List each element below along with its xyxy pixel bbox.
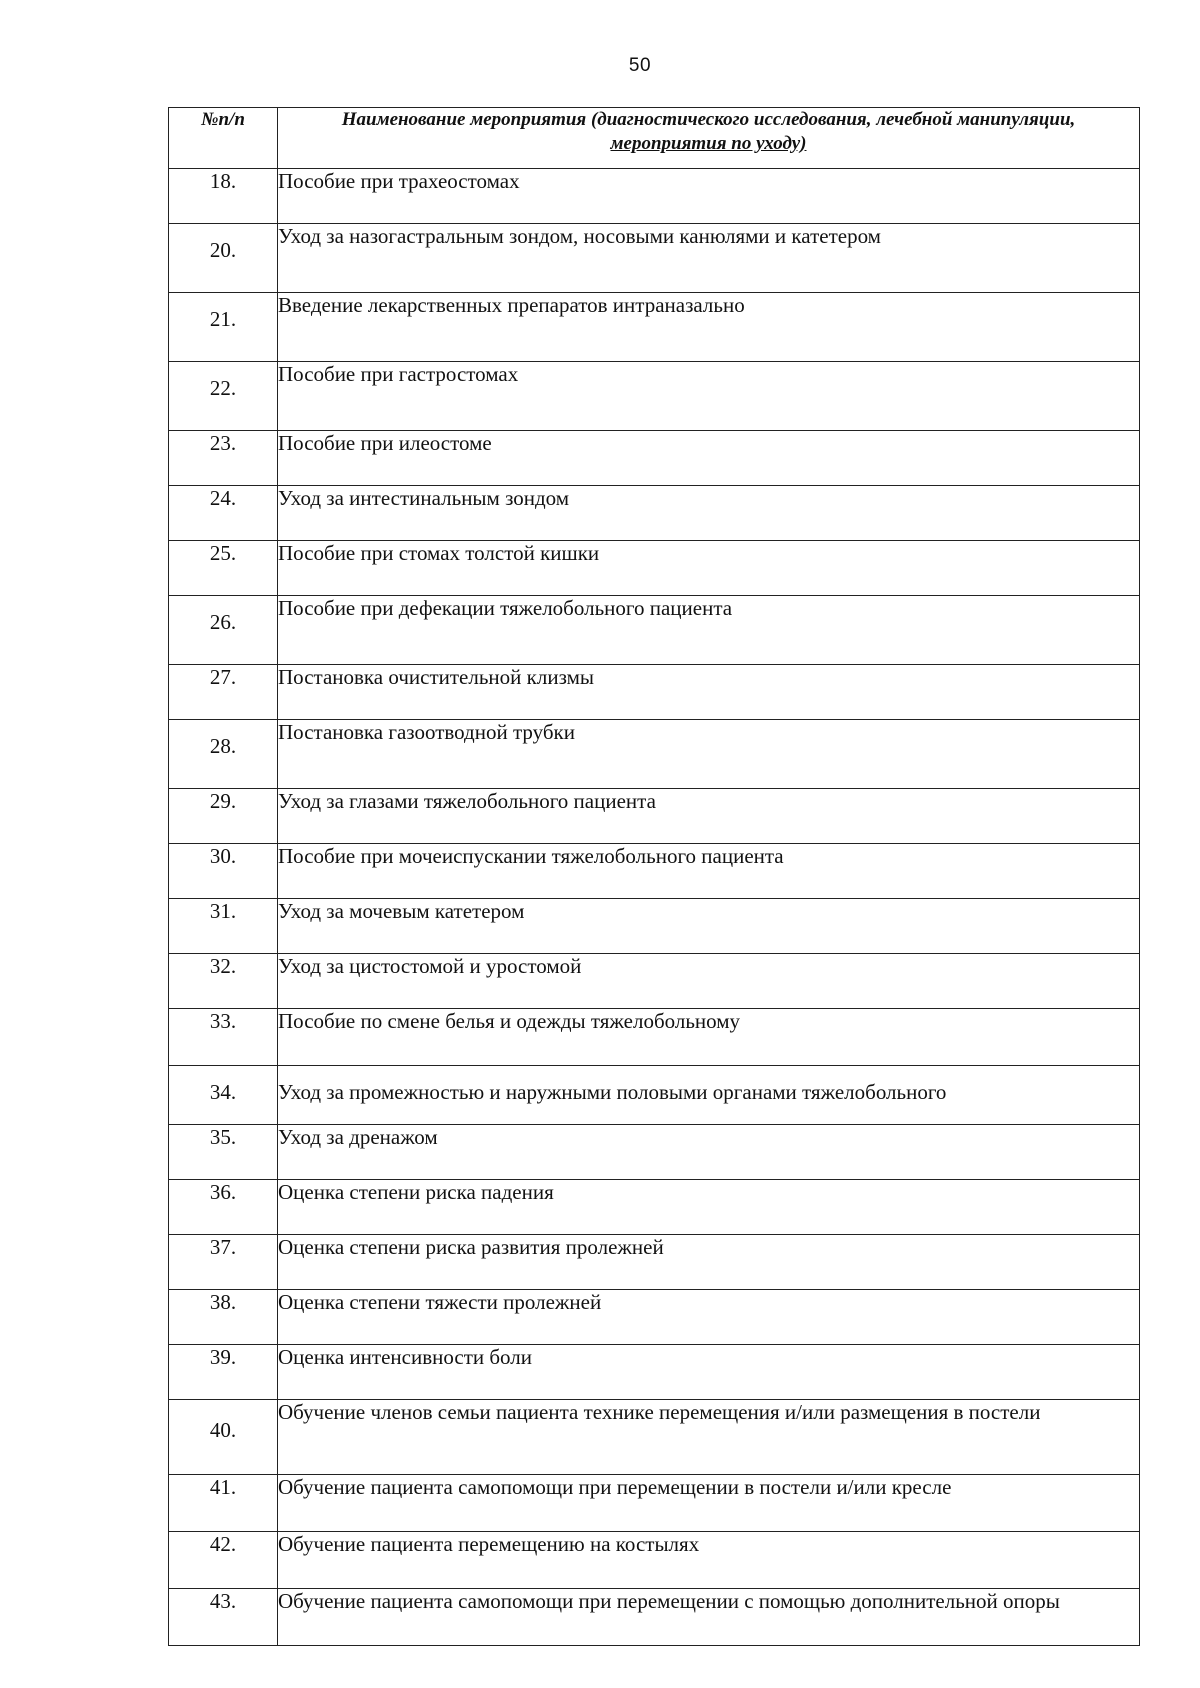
row-number: 23. [169, 431, 278, 486]
table-row [169, 789, 1140, 844]
row-number: 43. [169, 1589, 278, 1646]
table-header-row [169, 108, 1140, 169]
row-number: 30. [169, 844, 278, 899]
row-name: Пособие при мочеиспускании тяжелобольного пациента [278, 844, 1140, 899]
row-number: 29. [169, 789, 278, 844]
row-name: Пособие при трахеостомах [278, 169, 1140, 224]
table-row [169, 169, 1140, 224]
table-row [169, 1400, 1140, 1475]
header-name-line2: мероприятия по уходу) [610, 133, 807, 154]
row-number: 27. [169, 665, 278, 720]
row-name: Оценка интенсивности боли [278, 1345, 1140, 1400]
table-row [169, 720, 1140, 789]
row-name: Оценка степени риска падения [278, 1180, 1140, 1235]
row-name: Уход за дренажом [278, 1125, 1140, 1180]
row-name: Введение лекарственных препаратов интраназально [278, 293, 1140, 362]
row-number: 32. [169, 954, 278, 1009]
header-number: №п/п [169, 108, 278, 169]
table-row [169, 1475, 1140, 1532]
procedures-table [168, 107, 1140, 1646]
table-row [169, 1125, 1140, 1180]
row-number: 31. [169, 899, 278, 954]
row-number: 36. [169, 1180, 278, 1235]
row-number: 40. [169, 1400, 278, 1475]
table-row [169, 431, 1140, 486]
table-row [169, 1235, 1140, 1290]
header-name [278, 108, 1140, 169]
row-number: 24. [169, 486, 278, 541]
row-number: 21. [169, 293, 278, 362]
table-row [169, 1532, 1140, 1589]
row-name: Оценка степени риска развития пролежней [278, 1235, 1140, 1290]
header-name-line1: Наименование мероприятия (диагностического исследования, лечебной манипуляции, [341, 109, 1076, 130]
table-row [169, 1009, 1140, 1066]
row-number: 38. [169, 1290, 278, 1345]
row-number: 33. [169, 1009, 278, 1066]
row-name: Оценка степени тяжести пролежней [278, 1290, 1140, 1345]
table-row [169, 665, 1140, 720]
table-row [169, 486, 1140, 541]
table-row [169, 596, 1140, 665]
row-number: 35. [169, 1125, 278, 1180]
row-number: 20. [169, 224, 278, 293]
row-number: 37. [169, 1235, 278, 1290]
row-number: 18. [169, 169, 278, 224]
row-number: 42. [169, 1532, 278, 1589]
row-name: Пособие по смене белья и одежды тяжелобольному [278, 1009, 1140, 1066]
row-number: 26. [169, 596, 278, 665]
row-name: Уход за интестинальным зондом [278, 486, 1140, 541]
row-name: Постановка очистительной клизмы [278, 665, 1140, 720]
page-number: 50 [628, 55, 652, 76]
row-name: Обучение пациента самопомощи при перемещении в постели и/или кресле [278, 1475, 1140, 1532]
table-row [169, 362, 1140, 431]
table-row [169, 844, 1140, 899]
row-number: 22. [169, 362, 278, 431]
table-row [169, 1589, 1140, 1646]
row-number: 39. [169, 1345, 278, 1400]
row-name: Постановка газоотводной трубки [278, 720, 1140, 789]
row-name: Уход за цистостомой и уростомой [278, 954, 1140, 1009]
row-number: 34. [169, 1066, 278, 1125]
row-name: Пособие при дефекации тяжелобольного пациента [278, 596, 1140, 665]
row-name: Обучение пациента перемещению на костылях [278, 1532, 1140, 1589]
row-name: Пособие при илеостоме [278, 431, 1140, 486]
row-number: 28. [169, 720, 278, 789]
row-name: Уход за назогастральным зондом, носовыми канюлями и катетером [278, 224, 1140, 293]
table-row [169, 224, 1140, 293]
row-name: Пособие при гастростомах [278, 362, 1140, 431]
table-row [169, 954, 1140, 1009]
row-number: 25. [169, 541, 278, 596]
row-name: Обучение пациента самопомощи при перемещении с помощью дополнительной опоры [278, 1589, 1140, 1646]
row-number: 41. [169, 1475, 278, 1532]
table-row [169, 1345, 1140, 1400]
row-name: Пособие при стомах толстой кишки [278, 541, 1140, 596]
table-row [169, 899, 1140, 954]
table-row [169, 541, 1140, 596]
table-row [169, 1066, 1140, 1125]
row-name: Уход за глазами тяжелобольного пациента [278, 789, 1140, 844]
row-name: Обучение членов семьи пациента технике перемещения и/или размещения в постели [278, 1400, 1140, 1475]
table-row [169, 1180, 1140, 1235]
table-row [169, 293, 1140, 362]
row-name: Уход за мочевым катетером [278, 899, 1140, 954]
table-row [169, 1290, 1140, 1345]
row-name: Уход за промежностью и наружными половыми органами тяжелобольного [278, 1066, 1140, 1125]
